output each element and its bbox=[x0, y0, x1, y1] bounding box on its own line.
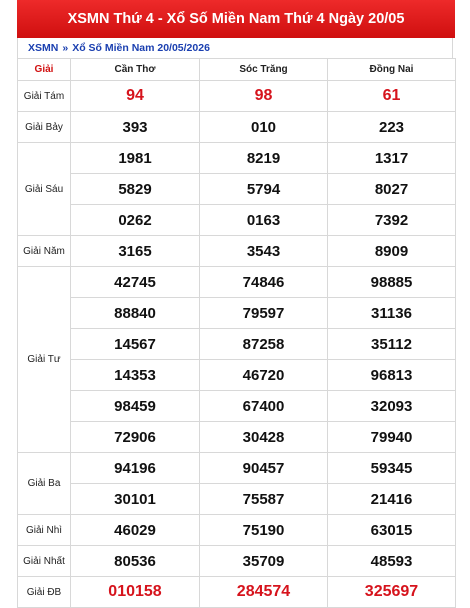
number-cell: 30428 bbox=[200, 422, 328, 453]
number-cell: 90457 bbox=[200, 453, 328, 484]
table-row bbox=[18, 453, 456, 484]
number-cell: 21416 bbox=[328, 484, 456, 515]
table-row bbox=[18, 143, 456, 174]
number-cell: 7392 bbox=[328, 205, 456, 236]
prize-label-g4: Giải Tư bbox=[18, 267, 71, 453]
number-cell: 79940 bbox=[328, 422, 456, 453]
number-cell: 46029 bbox=[71, 515, 200, 546]
number-cell: 1981 bbox=[71, 143, 200, 174]
number-cell: 75190 bbox=[200, 515, 328, 546]
special-prize-cell: 010158 bbox=[71, 577, 200, 608]
number-cell: 96813 bbox=[328, 360, 456, 391]
number-cell: 14567 bbox=[71, 329, 200, 360]
number-cell: 98459 bbox=[71, 391, 200, 422]
number-cell: 3543 bbox=[200, 236, 328, 267]
table-row bbox=[18, 112, 456, 143]
number-cell: 48593 bbox=[328, 546, 456, 577]
prize-label-db: Giải ĐB bbox=[18, 577, 71, 608]
table-row bbox=[18, 298, 456, 329]
number-cell: 74846 bbox=[200, 267, 328, 298]
prize-label-g6: Giải Sáu bbox=[18, 143, 71, 236]
number-cell: 98 bbox=[200, 81, 328, 112]
table-row bbox=[18, 174, 456, 205]
province-header-dong-nai[interactable]: Đồng Nai bbox=[328, 59, 456, 81]
number-cell: 8027 bbox=[328, 174, 456, 205]
number-cell: 3165 bbox=[71, 236, 200, 267]
number-cell: 72906 bbox=[71, 422, 200, 453]
prize-label-g5: Giải Năm bbox=[18, 236, 71, 267]
special-prize-cell: 325697 bbox=[328, 577, 456, 608]
province-header-can-tho[interactable]: Cần Thơ bbox=[71, 59, 200, 81]
number-cell: 98885 bbox=[328, 267, 456, 298]
results-table bbox=[17, 58, 456, 608]
number-cell: 010 bbox=[200, 112, 328, 143]
number-cell: 61 bbox=[328, 81, 456, 112]
number-cell: 94 bbox=[71, 81, 200, 112]
number-cell: 5829 bbox=[71, 174, 200, 205]
breadcrumb bbox=[17, 38, 453, 58]
number-cell: 42745 bbox=[71, 267, 200, 298]
prize-label-g7: Giải Bảy bbox=[18, 112, 71, 143]
number-cell: 80536 bbox=[71, 546, 200, 577]
prize-label-g2: Giải Nhì bbox=[18, 515, 71, 546]
province-header-soc-trang[interactable]: Sóc Trăng bbox=[200, 59, 328, 81]
number-cell: 31136 bbox=[328, 298, 456, 329]
table-row bbox=[18, 205, 456, 236]
number-cell: 0163 bbox=[200, 205, 328, 236]
number-cell: 87258 bbox=[200, 329, 328, 360]
number-cell: 35709 bbox=[200, 546, 328, 577]
table-row bbox=[18, 329, 456, 360]
number-cell: 393 bbox=[71, 112, 200, 143]
prize-label-g3: Giải Ba bbox=[18, 453, 71, 515]
table-row bbox=[18, 546, 456, 577]
results-title: XSMN Thứ 4 - Xổ Số Miền Nam Thứ 4 Ngày 20/05 bbox=[17, 0, 455, 38]
number-cell: 8909 bbox=[328, 236, 456, 267]
table-row bbox=[18, 360, 456, 391]
table-row bbox=[18, 267, 456, 298]
number-cell: 63015 bbox=[328, 515, 456, 546]
table-row bbox=[18, 577, 456, 608]
number-cell: 94196 bbox=[71, 453, 200, 484]
number-cell: 30101 bbox=[71, 484, 200, 515]
special-prize-cell: 284574 bbox=[200, 577, 328, 608]
number-cell: 67400 bbox=[200, 391, 328, 422]
number-cell: 5794 bbox=[200, 174, 328, 205]
prize-label-g8: Giải Tám bbox=[18, 81, 71, 112]
table-row bbox=[18, 81, 456, 112]
number-cell: 79597 bbox=[200, 298, 328, 329]
table-row bbox=[18, 236, 456, 267]
breadcrumb-home-link[interactable]: XSMN bbox=[28, 42, 59, 54]
number-cell: 88840 bbox=[71, 298, 200, 329]
table-row bbox=[18, 422, 456, 453]
number-cell: 0262 bbox=[71, 205, 200, 236]
breadcrumb-separator: » bbox=[62, 42, 69, 54]
table-header-row bbox=[18, 59, 456, 81]
number-cell: 8219 bbox=[200, 143, 328, 174]
number-cell: 35112 bbox=[328, 329, 456, 360]
prize-label-g1: Giải Nhất bbox=[18, 546, 71, 577]
number-cell: 75587 bbox=[200, 484, 328, 515]
number-cell: 14353 bbox=[71, 360, 200, 391]
number-cell: 32093 bbox=[328, 391, 456, 422]
number-cell: 46720 bbox=[200, 360, 328, 391]
table-row bbox=[18, 484, 456, 515]
number-cell: 59345 bbox=[328, 453, 456, 484]
prize-column-header: Giải bbox=[18, 59, 71, 81]
table-row bbox=[18, 391, 456, 422]
results-panel bbox=[17, 0, 455, 600]
number-cell: 223 bbox=[328, 112, 456, 143]
table-row bbox=[18, 515, 456, 546]
breadcrumb-current-link[interactable]: Xổ Số Miền Nam 20/05/2026 bbox=[72, 42, 210, 54]
number-cell: 1317 bbox=[328, 143, 456, 174]
